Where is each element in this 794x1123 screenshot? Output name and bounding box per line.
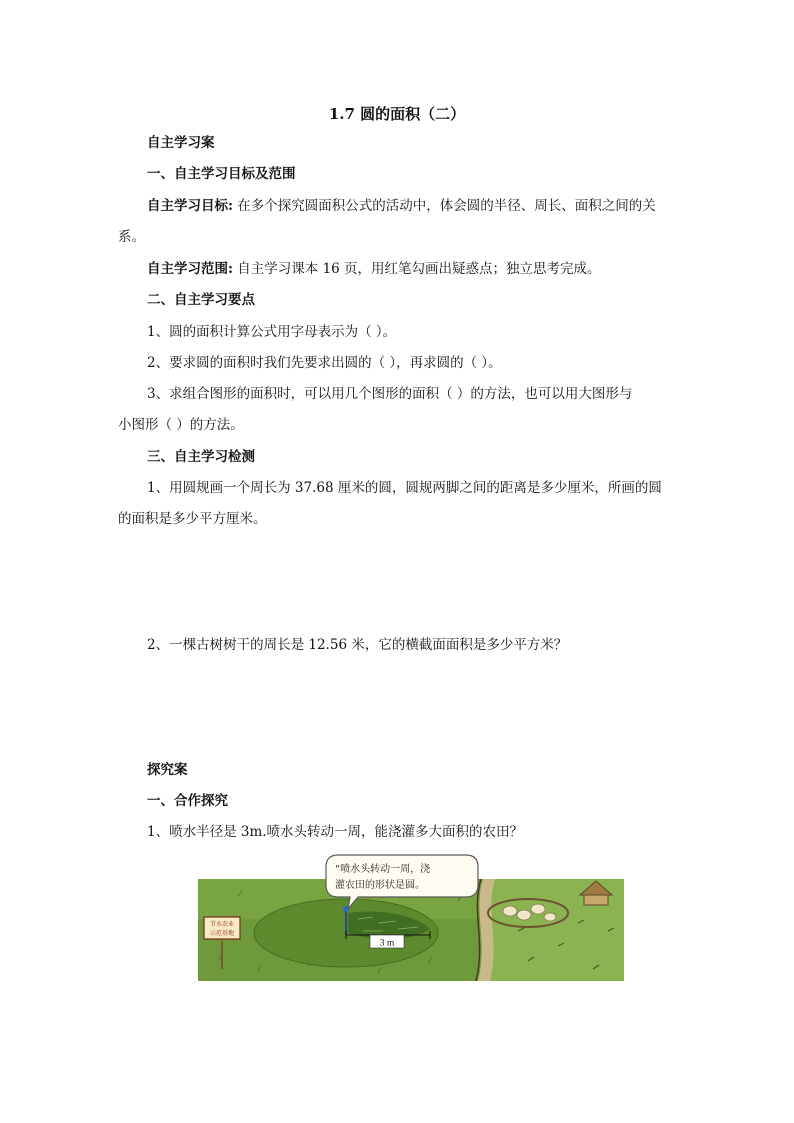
key-point-3-line-2: 小图形（ ）的方法。 [118,417,244,433]
sprinkler-field-illustration [198,851,624,981]
explore-section1-heading: 一、合作探究 [147,793,228,809]
section1-heading: 一、自主学习目标及范围 [147,166,296,182]
key-point-2: 2、要求圆的面积时我们先要求出圆的（ ），再求圆的（ ）。 [147,355,502,371]
check-question-1-line-1: 1、用圆规画一个周长为 37.68 厘米的圆，圆规两脚之间的距离是多少厘米，所画的圆 [147,480,662,496]
key-point-1: 1、圆的面积计算公式用字母表示为（ ）。 [147,324,397,340]
radius-label: 3 m [379,938,395,949]
bubble-line-1: “喷水头转动一周，浇 [335,864,431,875]
scope-label: 自主学习范围: [147,261,233,277]
check-question-1-line-2: 的面积是多少平方厘米。 [118,511,267,527]
goal-line-1 [147,197,656,215]
explore-heading: 探究案 [147,762,188,778]
scope-text: 自主学习课本 16 页，用红笔勾画出疑惑点；独立思考完成。 [232,261,601,277]
sign-text-line-1: 节水农业 [209,921,235,928]
bubble-line-2: 灌农田的形状是圆。 [335,880,425,891]
explore-question-1: 1、喷水半径是 3m.喷水头转动一周，能浇灌多大面积的农田？ [147,824,524,840]
check-question-2: 2、一棵古树树干的周长是 12.56 米，它的横截面面积是多少平方米？ [147,637,568,653]
sign-text-line-2: 示范基地 [209,930,235,937]
self-study-heading: 自主学习案 [147,135,215,151]
scope-line [147,260,601,278]
section3-heading: 三、自主学习检测 [147,449,255,465]
goal-line-2: 系。 [118,229,145,245]
goal-text: 在多个探究圆面积公式的活动中，体会圆的半径、周长、面积之间的关 [232,198,656,214]
key-point-3-line-1: 3、求组合图形的面积时，可以用几个图形的面积（ ）的方法，也可以用大图形与 [147,386,633,402]
page-title: 1.7 圆的面积（二） [328,105,466,123]
section2-heading: 二、自主学习要点 [147,292,255,308]
goal-label: 自主学习目标: [147,198,233,214]
